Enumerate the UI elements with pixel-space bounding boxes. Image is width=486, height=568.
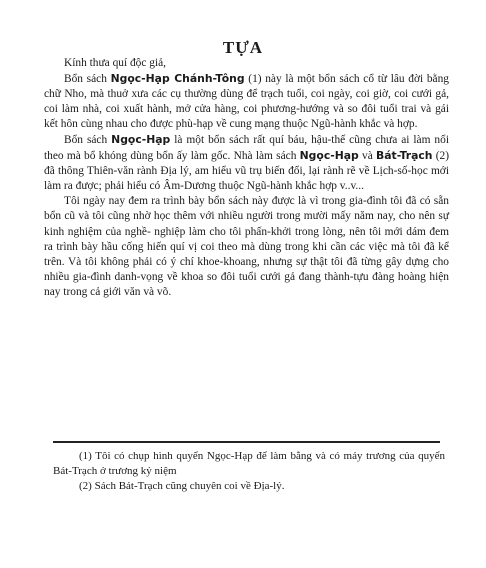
paragraph-2-text-c: là một bổn sách rất quí báu, hậu-thế cũng chưa ai làm nổi theo mà bổ khóng dùng bổn ấy làm gốc. Nhà làm sách [44, 134, 449, 163]
footnote-2: (2) Sách Bát-Trạch cũng chuyên coi về Địa-lý. [79, 480, 285, 492]
paragraph-2 [44, 132, 449, 194]
paragraph-1-text-a: Bổn sách [64, 73, 111, 86]
preface-body [44, 56, 449, 300]
paragraph-2-text-a: Bổn sách [64, 134, 112, 147]
footnote-divider [53, 441, 440, 443]
paragraph-1-text-c: (1) này là một bổn sách cổ từ lâu đời bằng chữ Nho, mà thuở xưa các cụ thường dùng để trạch tuổi, coi ngày, coi giờ, coi cưới gả, coi làm nhà, coi xuất hành, mở cửa hàng, coi phương-hướng và so đôi tuổi trai và gái kết hôn cùng nhau cho được phù-hạp về cung mạng thuộc Ngũ-hành khắc và hợp. [44, 73, 449, 131]
paragraph-2-text-e: (2) đã thông Thiên-văn rành Địa lý, am hiểu vũ trụ biến đổi, lại rành rẽ về Lịch-số-học mới làm ra được; phải hiểu có Âm-Dương thuộc Ngũ-hành khắc hợp v..v... [44, 150, 449, 193]
page-title: TỰA [222, 38, 264, 57]
paragraph-1 [44, 71, 449, 132]
book-title-ngoc-hap-2: Ngọc-Hạp [299, 149, 359, 163]
book-title-bat-trach: Bát-Trạch [376, 149, 433, 163]
paragraph-3: Tôi ngày nay đem ra trình bày bổn sách này được là vì trong gia-đình tôi đã có sẵn bổn cũ và tôi cũng nhờ học thêm với nhiều người trong mười mấy năm nay, cho nên sự kinh nghiệm của nghề- nghiệp làm cho tôi phấn-khởi trong lòng, nên tôi mới dám đem ra trình bày hầu cống hiến quí vị coi theo mà dùng trong khi cần các việc mà tôi đã kể trên. Và tôi không phải có ý chí khoe-khoang, nhưng sự thật tôi đã từng gây dựng cho nhiều gia-đình danh-vọng về khoa so đôi tuổi cưới gả đang thành-tựu đàng hoàng hiện nay trong cả giới văn và võ. [44, 195, 449, 298]
paragraph-2-text-d: và [358, 150, 377, 163]
greeting-line: Kính thưa quí độc giả, [64, 57, 167, 69]
book-title-ngoc-hap-chanh-tong: Ngọc-Hạp Chánh-Tông [110, 72, 245, 86]
footnotes [53, 449, 445, 494]
footnote-1: (1) Tôi có chụp hình quyển Ngọc-Hạp để làm bằng và có máy trương của quyển Bát-Trạch ở trương kỷ niệm [53, 450, 445, 477]
book-title-ngoc-hap: Ngọc-Hạp [111, 133, 171, 147]
